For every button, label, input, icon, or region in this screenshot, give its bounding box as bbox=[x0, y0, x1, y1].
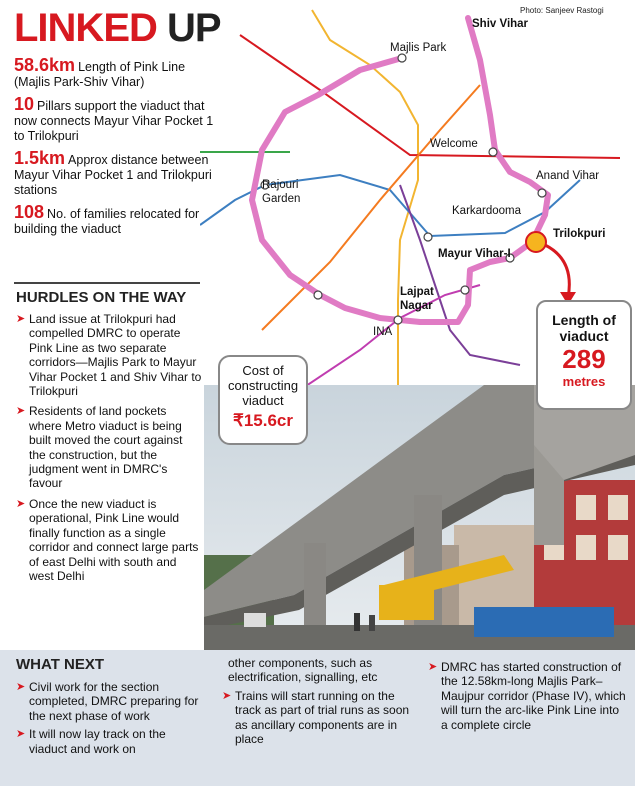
list-item bbox=[16, 404, 202, 490]
what-next-heading: WHAT NEXT bbox=[16, 656, 105, 673]
continued-text: other components, such as electrification, signalling, etc bbox=[228, 656, 378, 685]
what-next-col-1 bbox=[16, 680, 206, 760]
list-item bbox=[16, 312, 202, 398]
stat-text: Approx distance between Mayur Vihar Pocket 1 and Trilokpuri stations bbox=[14, 153, 212, 197]
arrow-icon: ➤ bbox=[16, 681, 26, 693]
stat-item bbox=[14, 202, 214, 237]
station-welcome: Welcome bbox=[430, 138, 478, 150]
cost-label: Cost of constructing viaduct bbox=[227, 363, 299, 408]
divider bbox=[14, 282, 200, 284]
stat-text: Pillars support the viaduct that now connects Mayur Vihar Pocket 1 to Trilokpuri bbox=[14, 99, 214, 143]
stat-value: 10 bbox=[14, 94, 35, 114]
station-rajouri-garden: Rajouri Garden bbox=[262, 179, 301, 205]
trilokpuri-marker bbox=[526, 232, 546, 252]
cost-value: ₹15.6cr bbox=[233, 411, 293, 430]
station-karkardooma: Karkardooma bbox=[452, 205, 522, 217]
length-value: 289 bbox=[562, 344, 606, 374]
station-ina: INA bbox=[373, 326, 393, 338]
station-anand-vihar: Anand Vihar bbox=[536, 170, 600, 182]
stat-value: 58.6km bbox=[14, 55, 76, 75]
bullet-text: Civil work for the section completed, DMRC preparing for the next phase of work bbox=[29, 680, 199, 723]
stat-text: No. of families relocated for building the viaduct bbox=[14, 207, 200, 236]
stat-text: Length of Pink Line (Majlis Park-Shiv Vihar) bbox=[14, 60, 186, 89]
bullet-text: Residents of land pockets where Metro viaduct is being built moved the court against the construction, but the judgment went in DMRC's favour bbox=[29, 404, 183, 491]
hurdles-heading: HURDLES ON THE WAY bbox=[16, 289, 187, 306]
station-shiv-vihar: Shiv Vihar bbox=[472, 18, 529, 30]
arrow-icon: ➤ bbox=[16, 405, 26, 418]
length-label: Length of viaduct bbox=[552, 312, 616, 344]
hurdles-list bbox=[16, 312, 202, 589]
length-callout bbox=[536, 300, 632, 410]
list-item bbox=[16, 680, 206, 723]
bullet-text: Trains will start running on the track as part of trial runs as soon as ancillary components are in place bbox=[235, 688, 410, 747]
stat-item bbox=[14, 94, 214, 144]
length-arrow bbox=[545, 245, 569, 298]
station-mayur-vihar: Mayur Vihar-I bbox=[438, 248, 511, 260]
pink-line bbox=[252, 18, 548, 322]
stat-item bbox=[14, 55, 214, 90]
list-item bbox=[16, 497, 202, 583]
arrow-icon: ➤ bbox=[16, 728, 26, 741]
bullet-text: Land issue at Trilokpuri had compelled DMRC to operate Pink Line as two separate corridors—Majlis Park to Mayur Vihar Pocket 1 and Shiv Vihar to Trilokpuri bbox=[29, 312, 202, 399]
stat-value: 1.5km bbox=[14, 148, 66, 168]
what-next-col-2 bbox=[222, 656, 412, 750]
stats-list bbox=[14, 55, 214, 244]
station-majlis-park: Majlis Park bbox=[390, 42, 447, 54]
title-linked: LINKED bbox=[14, 6, 157, 50]
arrow-icon: ➤ bbox=[16, 313, 26, 325]
list-item bbox=[428, 660, 628, 732]
bullet-text: Once the new viaduct is operational, Pink Line would finally function as a single corridor and connect large parts of east Delhi with south and west Delhi bbox=[29, 496, 199, 583]
arrow-icon: ➤ bbox=[428, 661, 438, 673]
list-item bbox=[222, 689, 412, 747]
photo-credit: Photo: Sanjeev Rastogi bbox=[520, 6, 604, 15]
arrow-icon: ➤ bbox=[222, 689, 232, 702]
list-item bbox=[16, 727, 206, 756]
page-title bbox=[14, 6, 221, 50]
station-lajpat-nagar: Lajpat Nagar bbox=[400, 286, 434, 312]
bullet-text: DMRC has started construction of the 12.58km-long Majlis Park–Maujpur corridor (Phase IV), which will turn the arc-like Pink Line into a complete circle bbox=[441, 660, 626, 732]
title-up: UP bbox=[167, 6, 221, 50]
arrow-icon: ➤ bbox=[16, 497, 26, 510]
stat-item bbox=[14, 148, 214, 198]
bullet-text: It will now lay track on the viaduct and work on bbox=[29, 727, 166, 756]
what-next-col-3 bbox=[428, 660, 628, 736]
station-trilokpuri: Trilokpuri bbox=[553, 228, 606, 240]
stat-value: 108 bbox=[14, 202, 45, 222]
length-unit: metres bbox=[562, 374, 606, 389]
cost-callout bbox=[218, 355, 308, 445]
